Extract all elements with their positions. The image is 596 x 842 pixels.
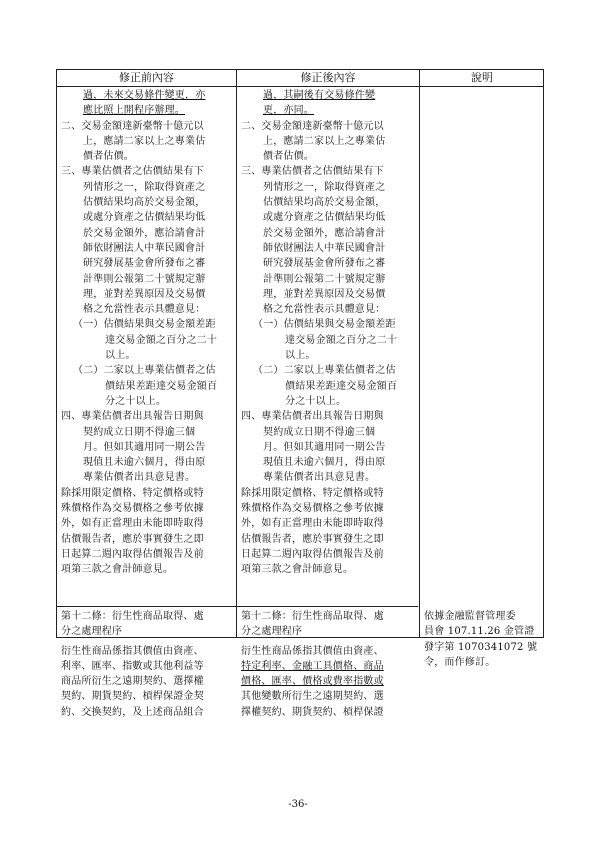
text-line: 契約、期貨契約、槓桿保證金契 [61,691,204,703]
row-divider [57,606,418,607]
text-line: 達交易金額之百分之二十 [285,334,398,346]
article-heading: 分之處理程序 [61,626,123,638]
text-line: （二）二家以上專業估價者之估 [73,365,216,377]
text-line: 月。但如其適用同一期公告 [83,441,206,453]
text-line: 日起算二週內取得估價報告及前 [241,548,384,560]
text-line: 上，應請二家以上之專業估 [83,135,206,147]
text-line: 專業估價者出具意見書。 [263,472,376,484]
text-line: 項第三款之會計師意見。 [241,564,354,576]
text-line: 師依財團法人中華民國會計 [83,242,206,254]
text-line: 估價報告者，應於事實發生之即 [241,533,384,545]
header-note: 說明 [471,71,493,84]
text-line: 或處分資產之估價結果均低 [263,212,386,224]
text-line: 日起算二週內取得估價報告及前 [61,548,204,560]
text-line: 分之十以上。 [105,395,167,407]
text-line: 理，並對差異原因及交易價 [263,288,386,300]
text-line: 殊價格作為交易價格之參考依據 [61,503,204,515]
text-line: 計準則公報第二十號規定辦 [83,273,206,285]
text-line: 現值且未逾六個月，得由原 [263,457,386,469]
text-line: 四、專業估價者出具報告日期與 [61,411,204,423]
article-heading: 分之處理程序 [241,626,303,638]
column-divider [419,70,420,637]
text-line: 依據金融監督管理委 [424,611,516,622]
text-line: 估價報告者，應於事實發生之即 [61,533,204,545]
before-text-block2 [61,609,204,720]
text-line: 計準則公報第二十號規定辦 [263,273,386,285]
column-divider [236,70,237,637]
text-line: 上，應請二家以上之專業估 [263,135,386,147]
text-line: 理，並對差異原因及交易價 [83,288,206,300]
text-line: 三、專業估價者之估價結果有下 [241,166,384,178]
after-text-block2 [241,609,384,720]
after-text-block1 [241,88,397,578]
text-line: 外，如有正當理由未能即時取得 [241,518,384,530]
text-line: 或處分資產之估價結果均低 [83,212,206,224]
text-line: 格之允當性表示具體意見： [263,304,386,316]
text-line: 列情形之一，除取得資產之 [263,181,386,193]
text-line: 列情形之一，除取得資產之 [83,181,206,193]
text-line: 約、交換契約，及上述商品組合 [61,706,204,718]
text-line: 分之十以上。 [285,395,347,407]
text-line: 以上。 [105,350,136,362]
text-line: 研究發展基金會所發布之審 [83,258,206,270]
text-line: 三、專業估價者之估價結果有下 [61,166,204,178]
text-line: 師依財團法人中華民國會計 [263,242,386,254]
text-line: 殊價格作為交易價格之參考依據 [241,503,384,515]
text-line: 商品所衍生之遠期契約、選擇權 [61,676,204,688]
page-number: -36- [288,799,308,810]
text-line: 價格、匯率、價格或費率指數或 [241,676,384,688]
text-line: （二）二家以上專業估價者之估 [253,365,396,377]
text-line: 除採用限定價格、特定價格或特 [61,487,204,499]
text-line: 月。但如其適用同一期公告 [263,441,386,453]
article-heading: 第十二條：衍生性商品取得、處 [61,611,204,622]
text-line: 專業估價者出具意見書。 [83,472,196,484]
text-line: 除採用限定價格、特定價格或特 [241,487,384,499]
text-line: 過，其嗣後有交易條件變 [263,90,376,101]
text-line: （一）估價結果與交易金額差距 [253,319,396,331]
header-before: 修正前內容 [119,71,174,84]
text-line: 令，而作修訂。 [424,656,496,668]
text-line: 二、交易金額達新臺幣十億元以 [61,120,204,132]
text-line: 其他變數所衍生之遠期契約、選 [241,691,384,703]
text-line: 契約成立日期不得逾三個 [83,426,196,438]
text-line: （一）估價結果與交易金額差距 [73,319,216,331]
text-line: 於交易金額外，應洽請會計 [83,227,206,239]
text-line: 估價結果均高於交易金額， [263,197,386,209]
text-line: 價結果差距達交易金額百 [105,380,218,392]
text-line: 價者估價。 [83,151,134,163]
text-line: 衍生性商品係指其價值由資產、 [61,645,204,657]
text-line: 員會 107.11.26 金管證 [424,626,535,638]
text-line: 價結果差距達交易金額百 [285,380,398,392]
text-line: 研究發展基金會所發布之審 [263,258,386,270]
text-line: 過，未來交易條件變更，亦 [83,90,206,101]
text-line: 外，如有正當理由未能即時取得 [61,518,204,530]
text-line: 現值且未逾六個月，得由原 [83,457,206,469]
text-line: 更，亦同。 [263,105,314,117]
text-line: 估價結果均高於交易金額， [83,197,206,209]
text-line: 二、交易金額達新臺幣十億元以 [241,120,384,132]
text-line: 格之允當性表示具體意見： [83,304,206,316]
text-line: 以上。 [285,350,316,362]
text-line: 發字第 1070341072 號 [424,641,538,653]
header-divider [57,86,543,87]
text-line: 價者估價。 [263,151,314,163]
article-heading: 第十二條：衍生性商品取得、處 [241,611,384,622]
text-line: 利率、匯率、指數或其他利益等 [61,660,204,672]
text-line: 項第三款之會計師意見。 [61,564,174,576]
text-line: 於交易金額外，應洽請會計 [263,227,386,239]
text-line: 應比照上開程序辦理。 [83,105,185,117]
text-line: 擇權契約、期貨契約、槓桿保證 [241,706,384,718]
header-after: 修正後內容 [300,71,356,84]
text-line: 衍生性商品係指其價值由資產、 [241,645,384,657]
amendment-table [56,69,544,718]
text-line: 契約成立日期不得逾三個 [263,426,376,438]
text-line: 達交易金額之百分之二十 [105,334,218,346]
note-text [424,609,537,670]
before-text-block1 [61,88,217,578]
text-line: 特定利率、金融工具價格、商品 [241,660,384,672]
text-line: 四、專業估價者出具報告日期與 [241,411,384,423]
